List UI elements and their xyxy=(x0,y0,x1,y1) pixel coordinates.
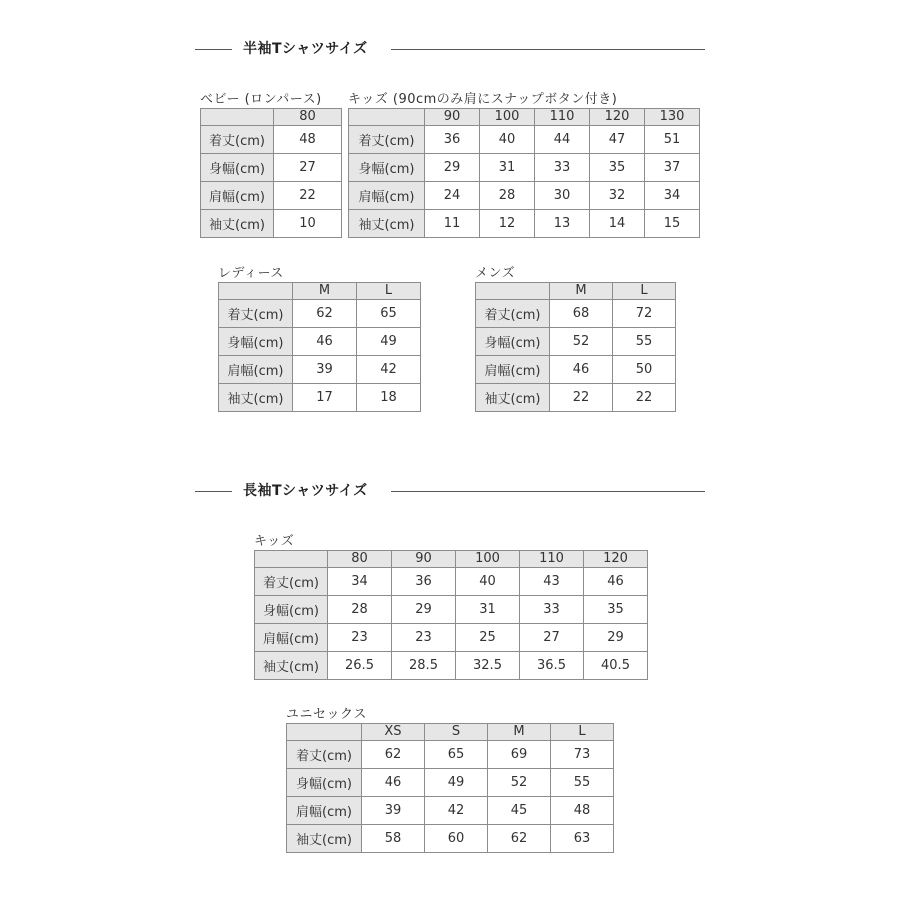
size-header-cell: S xyxy=(425,724,488,741)
header-row xyxy=(219,283,421,300)
measurement-label: 袖丈(cm) xyxy=(287,825,362,853)
table-row xyxy=(219,328,421,356)
table-row xyxy=(255,568,648,596)
measurement-value: 28.5 xyxy=(392,652,456,680)
table-row xyxy=(349,154,700,182)
measurement-value: 44 xyxy=(535,126,590,154)
measurement-label: 肩幅(cm) xyxy=(349,182,425,210)
section-title-text: 半袖Tシャツサイズ xyxy=(243,41,368,57)
corner-cell xyxy=(201,109,274,126)
measurement-value: 47 xyxy=(590,126,645,154)
measurement-value: 49 xyxy=(425,769,488,797)
measurement-value: 36.5 xyxy=(520,652,584,680)
size-header-cell: 80 xyxy=(328,551,392,568)
table-row xyxy=(255,652,648,680)
measurement-value: 51 xyxy=(645,126,700,154)
measurement-value: 39 xyxy=(293,356,357,384)
measurement-label: 肩幅(cm) xyxy=(476,356,550,384)
measurement-value: 27 xyxy=(274,154,342,182)
table-caption: キッズ xyxy=(254,534,295,549)
table-row xyxy=(287,741,614,769)
header-row xyxy=(255,551,648,568)
kids-long-sleeve-size-table xyxy=(254,534,648,680)
table-caption: レディース xyxy=(218,266,284,281)
measurement-value: 18 xyxy=(357,384,421,412)
measurement-label: 着丈(cm) xyxy=(287,741,362,769)
table-row xyxy=(201,182,342,210)
size-table xyxy=(348,108,700,238)
measurement-value: 50 xyxy=(613,356,676,384)
size-table xyxy=(254,550,648,680)
measurement-label: 着丈(cm) xyxy=(201,126,274,154)
measurement-value: 23 xyxy=(392,624,456,652)
table-row xyxy=(255,596,648,624)
table-row xyxy=(287,769,614,797)
measurement-value: 60 xyxy=(425,825,488,853)
measurement-value: 11 xyxy=(425,210,480,238)
table-row xyxy=(349,210,700,238)
header-row xyxy=(287,724,614,741)
table-row xyxy=(219,356,421,384)
measurement-value: 34 xyxy=(645,182,700,210)
section-title-short-sleeve xyxy=(195,39,705,59)
size-table xyxy=(286,723,614,853)
size-table xyxy=(475,282,676,412)
measurement-value: 22 xyxy=(613,384,676,412)
measurement-label: 肩幅(cm) xyxy=(287,797,362,825)
measurement-label: 身幅(cm) xyxy=(255,596,328,624)
measurement-label: 身幅(cm) xyxy=(349,154,425,182)
measurement-value: 34 xyxy=(328,568,392,596)
size-header-cell: 90 xyxy=(425,109,480,126)
measurement-label: 袖丈(cm) xyxy=(201,210,274,238)
measurement-label: 肩幅(cm) xyxy=(201,182,274,210)
table-caption: ユニセックス xyxy=(286,707,367,722)
size-header-cell: 130 xyxy=(645,109,700,126)
measurement-value: 25 xyxy=(456,624,520,652)
table-row xyxy=(476,300,676,328)
table-row xyxy=(201,126,342,154)
measurement-value: 27 xyxy=(520,624,584,652)
measurement-value: 40 xyxy=(480,126,535,154)
measurement-value: 32.5 xyxy=(456,652,520,680)
measurement-value: 55 xyxy=(613,328,676,356)
measurement-value: 22 xyxy=(550,384,613,412)
measurement-value: 23 xyxy=(328,624,392,652)
size-header-cell: M xyxy=(488,724,551,741)
measurement-value: 28 xyxy=(328,596,392,624)
measurement-value: 48 xyxy=(274,126,342,154)
size-header-cell: 110 xyxy=(535,109,590,126)
size-header-cell: 120 xyxy=(590,109,645,126)
table-caption: メンズ xyxy=(475,266,516,281)
size-table xyxy=(218,282,421,412)
header-row xyxy=(201,109,342,126)
measurement-value: 26.5 xyxy=(328,652,392,680)
measurement-label: 肩幅(cm) xyxy=(219,356,293,384)
table-row xyxy=(349,182,700,210)
measurement-value: 46 xyxy=(362,769,425,797)
size-header-cell: L xyxy=(551,724,614,741)
measurement-value: 68 xyxy=(550,300,613,328)
measurement-value: 62 xyxy=(362,741,425,769)
title-rule-left xyxy=(195,49,232,50)
measurement-value: 55 xyxy=(551,769,614,797)
measurement-value: 28 xyxy=(480,182,535,210)
measurement-value: 22 xyxy=(274,182,342,210)
size-header-cell: M xyxy=(550,283,613,300)
table-caption: ベビー (ロンパース) xyxy=(200,92,322,107)
measurement-label: 袖丈(cm) xyxy=(476,384,550,412)
size-header-cell: L xyxy=(613,283,676,300)
section-title-long-sleeve xyxy=(195,481,705,501)
kids-short-sleeve-size-table xyxy=(348,92,700,238)
baby-romper-size-table xyxy=(200,92,342,238)
measurement-value: 32 xyxy=(590,182,645,210)
measurement-value: 49 xyxy=(357,328,421,356)
table-row xyxy=(219,384,421,412)
measurement-value: 31 xyxy=(480,154,535,182)
measurement-value: 65 xyxy=(425,741,488,769)
measurement-value: 33 xyxy=(535,154,590,182)
measurement-label: 着丈(cm) xyxy=(219,300,293,328)
measurement-value: 42 xyxy=(357,356,421,384)
measurement-value: 36 xyxy=(392,568,456,596)
size-header-cell: XS xyxy=(362,724,425,741)
measurement-value: 10 xyxy=(274,210,342,238)
corner-cell xyxy=(219,283,293,300)
measurement-value: 43 xyxy=(520,568,584,596)
measurement-value: 12 xyxy=(480,210,535,238)
measurement-value: 13 xyxy=(535,210,590,238)
measurement-label: 着丈(cm) xyxy=(349,126,425,154)
title-rule-right xyxy=(391,491,705,492)
measurement-value: 30 xyxy=(535,182,590,210)
measurement-value: 15 xyxy=(645,210,700,238)
measurement-value: 35 xyxy=(590,154,645,182)
measurement-value: 29 xyxy=(584,624,648,652)
size-table xyxy=(200,108,342,238)
measurement-value: 39 xyxy=(362,797,425,825)
table-row xyxy=(255,624,648,652)
measurement-label: 身幅(cm) xyxy=(287,769,362,797)
measurement-value: 33 xyxy=(520,596,584,624)
size-header-cell: 110 xyxy=(520,551,584,568)
corner-cell xyxy=(287,724,362,741)
measurement-value: 69 xyxy=(488,741,551,769)
size-header-cell: 80 xyxy=(274,109,342,126)
measurement-value: 72 xyxy=(613,300,676,328)
measurement-value: 24 xyxy=(425,182,480,210)
measurement-value: 36 xyxy=(425,126,480,154)
measurement-label: 着丈(cm) xyxy=(476,300,550,328)
measurement-value: 58 xyxy=(362,825,425,853)
measurement-value: 46 xyxy=(584,568,648,596)
corner-cell xyxy=(476,283,550,300)
measurement-value: 37 xyxy=(645,154,700,182)
measurement-label: 身幅(cm) xyxy=(219,328,293,356)
size-header-cell: M xyxy=(293,283,357,300)
title-rule-right xyxy=(391,49,705,50)
measurement-value: 52 xyxy=(488,769,551,797)
measurement-value: 29 xyxy=(392,596,456,624)
section-title-text: 長袖Tシャツサイズ xyxy=(243,483,368,499)
corner-cell xyxy=(349,109,425,126)
measurement-value: 73 xyxy=(551,741,614,769)
size-header-cell: L xyxy=(357,283,421,300)
size-header-cell: 100 xyxy=(480,109,535,126)
measurement-value: 48 xyxy=(551,797,614,825)
unisex-long-sleeve-size-table xyxy=(286,707,614,853)
measurement-value: 45 xyxy=(488,797,551,825)
measurement-value: 31 xyxy=(456,596,520,624)
table-row xyxy=(201,154,342,182)
measurement-value: 62 xyxy=(488,825,551,853)
ladies-short-sleeve-size-table xyxy=(218,266,421,412)
measurement-value: 62 xyxy=(293,300,357,328)
size-header-cell: 90 xyxy=(392,551,456,568)
measurement-value: 29 xyxy=(425,154,480,182)
table-row xyxy=(287,825,614,853)
measurement-value: 40 xyxy=(456,568,520,596)
measurement-value: 17 xyxy=(293,384,357,412)
corner-cell xyxy=(255,551,328,568)
table-row xyxy=(287,797,614,825)
measurement-label: 袖丈(cm) xyxy=(219,384,293,412)
table-row xyxy=(201,210,342,238)
measurement-label: 袖丈(cm) xyxy=(349,210,425,238)
table-caption: キッズ (90cmのみ肩にスナップボタン付き) xyxy=(348,92,618,107)
mens-short-sleeve-size-table xyxy=(475,266,676,412)
measurement-value: 63 xyxy=(551,825,614,853)
size-header-cell: 120 xyxy=(584,551,648,568)
table-row xyxy=(219,300,421,328)
measurement-value: 52 xyxy=(550,328,613,356)
measurement-value: 65 xyxy=(357,300,421,328)
measurement-label: 着丈(cm) xyxy=(255,568,328,596)
table-row xyxy=(349,126,700,154)
measurement-value: 35 xyxy=(584,596,648,624)
table-row xyxy=(476,328,676,356)
table-row xyxy=(476,356,676,384)
measurement-label: 身幅(cm) xyxy=(201,154,274,182)
measurement-value: 40.5 xyxy=(584,652,648,680)
measurement-value: 46 xyxy=(293,328,357,356)
measurement-value: 42 xyxy=(425,797,488,825)
measurement-value: 14 xyxy=(590,210,645,238)
table-row xyxy=(476,384,676,412)
header-row xyxy=(349,109,700,126)
measurement-label: 肩幅(cm) xyxy=(255,624,328,652)
header-row xyxy=(476,283,676,300)
measurement-value: 46 xyxy=(550,356,613,384)
size-header-cell: 100 xyxy=(456,551,520,568)
measurement-label: 身幅(cm) xyxy=(476,328,550,356)
measurement-label: 袖丈(cm) xyxy=(255,652,328,680)
title-rule-left xyxy=(195,491,232,492)
